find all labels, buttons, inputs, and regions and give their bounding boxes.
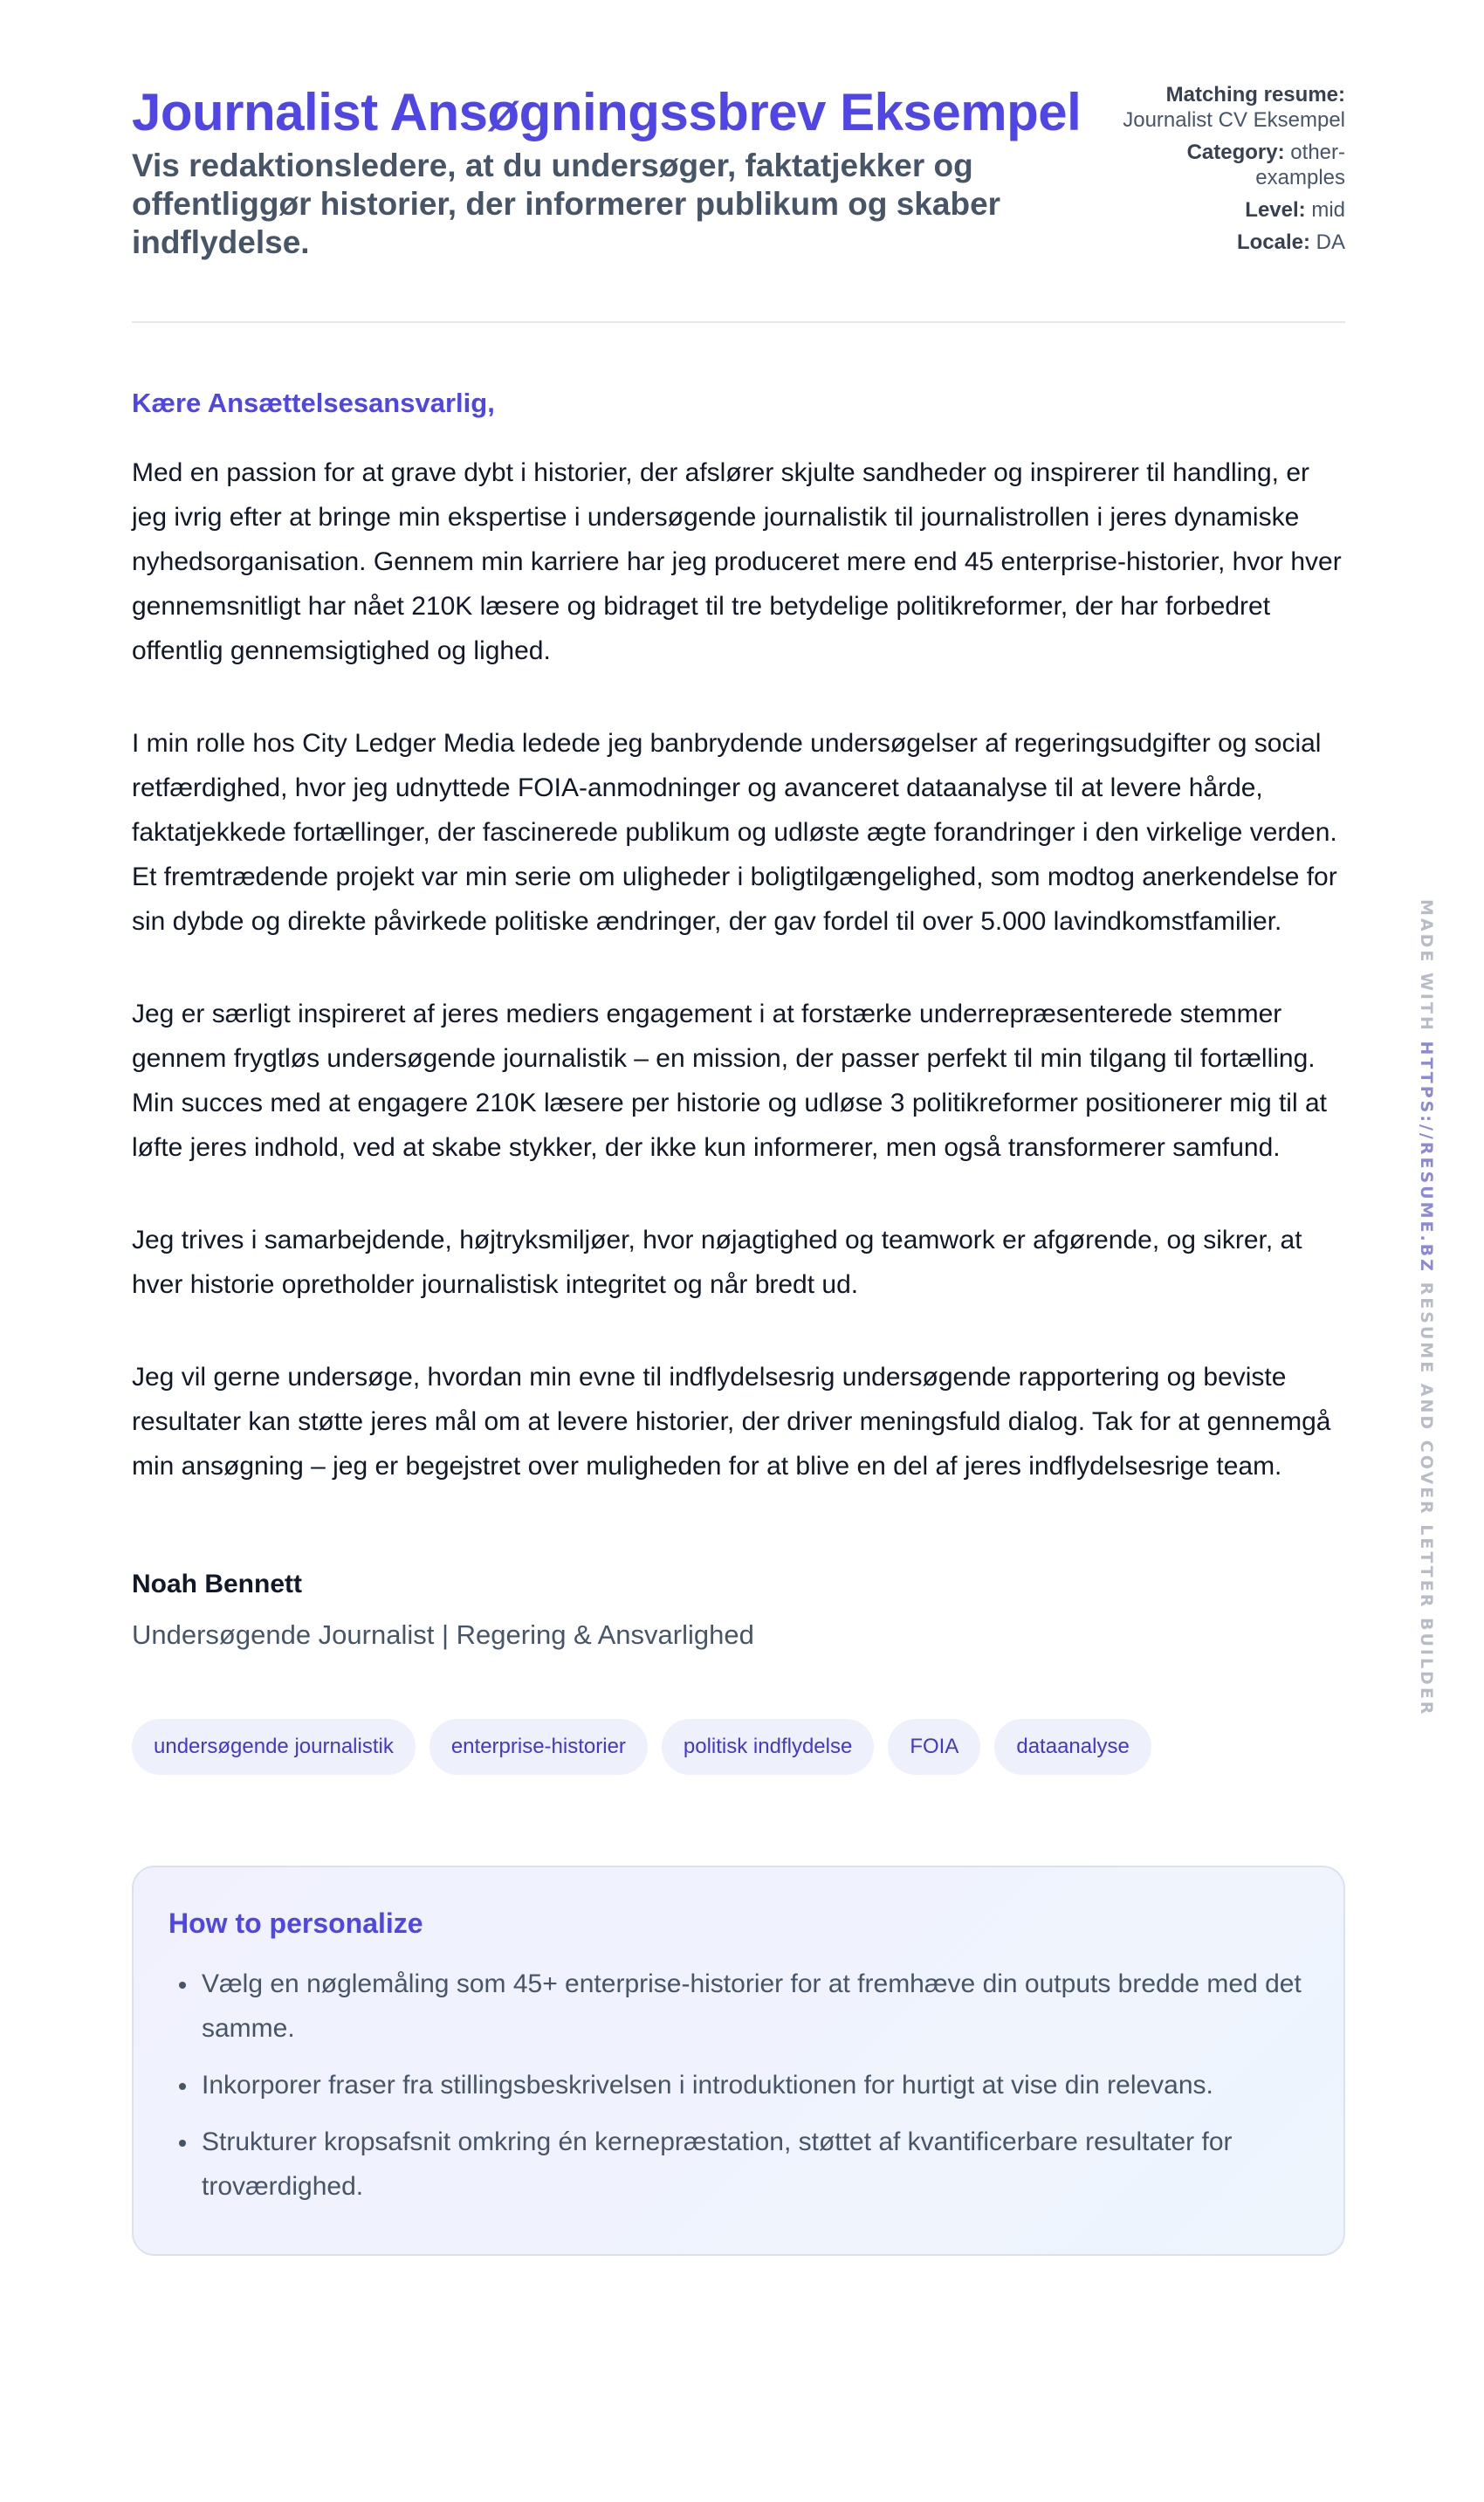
letter-paragraph: I min rolle hos City Ledger Media ledede jeg banbrydende undersøgelser af regeringsudgifter og social retfærdighed, hvor jeg udnyttede FOIA-anmodninger og avanceret dataanalyse til at levere hårde, faktatjekkede fortællinger, der fascinerede publikum og udløste ægte forandringer i den virkelige verden. Et fremtrædende projekt var min serie om uligheder i boligtilgængelighed, som modtog anerkendelse for sin dybde og direkte påvirkede politiske ændringer, der gav fordel til over 5.000 lavindkomstfamilier. xyxy=(132,729,1337,936)
bullet-icon xyxy=(179,2140,186,2147)
keyword-tags xyxy=(132,1719,1345,1775)
keyword-tag: enterprise-historier xyxy=(429,1719,648,1775)
meta-level-label: Level: xyxy=(1245,198,1306,222)
meta-matching-resume xyxy=(1118,82,1345,133)
page-subtitle: Vis redaktionsledere, at du undersøger, faktatjekker og offentliggør historier, der informerer publikum og skaber indflydelse. xyxy=(132,148,1001,260)
tips-item-text: Strukturer kropsafsnit omkring én kernepræstation, støttet af kvantificerbare resultater for troværdighed. xyxy=(202,2127,1233,2201)
tips-item xyxy=(168,2063,1309,2107)
meta-matching-resume-label: Matching resume: xyxy=(1165,83,1345,107)
page-title: Journalist Ansøgningssbrev Eksempel xyxy=(132,83,1082,141)
letter-salutation: Kære Ansættelsesansvarlig, xyxy=(132,388,495,418)
watermark-text xyxy=(1417,899,1436,1716)
tips-item-text: Inkorporer fraser fra stillingsbeskrivelsen i introduktionen for hurtigt at vise din relevans. xyxy=(202,2071,1213,2100)
letter-signature xyxy=(132,1567,1345,1653)
meta-category-label: Category: xyxy=(1186,141,1285,164)
letter-paragraph: Jeg trives i samarbejdende, højtryksmiljøer, hvor nøjagtighed og teamwork er afgørende, og sikrer, at hver historie opretholder journalistisk integritet og når bredt ud. xyxy=(132,1226,1302,1299)
meta-matching-resume-link[interactable]: Journalist CV Eksempel xyxy=(1123,108,1345,132)
meta-category xyxy=(1118,140,1345,190)
signature-title: Undersøgende Journalist | Regering & Ansvarlighed xyxy=(132,1619,754,1650)
watermark-link[interactable]: HTTPS://RESUME.BZ xyxy=(1417,1041,1436,1274)
vertical-watermark xyxy=(1413,899,1439,1717)
meta-category-value: other-examples xyxy=(1255,141,1345,189)
meta-level xyxy=(1118,197,1345,223)
bullet-icon xyxy=(179,1982,186,1989)
tips-item xyxy=(168,1962,1309,2051)
meta-locale-value: DA xyxy=(1316,230,1345,254)
tips-item-text: Vælg en nøglemåling som 45+ enterprise-historier for at fremhæve din outputs bredde med det samme. xyxy=(202,1969,1302,2043)
letter-paragraph: Jeg er særligt inspireret af jeres mediers engagement i at forstærke underrepræsenterede stemmer gennem frygtløs undersøgende journalistik – en mission, der passer perfekt til min tilgang til fortælling. Min succes med at engagere 210K læsere per historie og udløse 3 politikreformer positionerer mig til at løfte jeres indhold, ved at skabe stykker, der ikke kun informerer, men også transformerer samfund. xyxy=(132,1000,1327,1162)
personalize-tips-box xyxy=(132,1866,1345,2256)
tips-item xyxy=(168,2120,1309,2209)
letter-paragraph: Jeg vil gerne undersøge, hvordan min evne til indflydelsesrig undersøgende rapportering og beviste resultater kan støtte jeres mål om at levere historier, der driver meningsfuld dialog. Tak for at gennemgå min ansøgning – jeg er begejstret over muligheden for at blive en del af jeres indflydelsesrige team. xyxy=(132,1363,1331,1481)
keyword-tag: dataanalyse xyxy=(994,1719,1151,1775)
meta-locale xyxy=(1118,230,1345,255)
meta-locale-label: Locale: xyxy=(1236,230,1310,254)
meta-level-value: mid xyxy=(1311,198,1345,222)
bullet-icon xyxy=(179,2083,186,2090)
letter-body xyxy=(132,450,1345,1488)
page-header xyxy=(132,0,1345,323)
cover-letter-page xyxy=(132,0,1345,2256)
letter-paragraph: Med en passion for at grave dybt i historier, der afslører skjulte sandheder og inspirerer til handling, er jeg ivrig efter at bringe min ekspertise i undersøgende journalistik til journalistrollen i jeres dynamiske nyhedsorganisation. Gennem min karriere har jeg produceret mere end 45 enterprise-historier, hvor hver gennemsnitligt har nået 210K læsere og bidraget til tre betydelige politikreformer, der har forbedret offentlig gennemsigtighed og lighed. xyxy=(132,458,1342,665)
meta-panel xyxy=(1118,82,1345,262)
keyword-tag: FOIA xyxy=(888,1719,980,1775)
watermark-prefix: MADE WITH xyxy=(1417,899,1436,1033)
tips-title: How to personalize xyxy=(168,1907,423,1939)
tips-list xyxy=(168,1962,1309,2209)
signature-name: Noah Bennett xyxy=(132,1570,302,1598)
watermark-suffix: RESUME AND COVER LETTER BUILDER xyxy=(1417,1282,1436,1717)
keyword-tag: undersøgende journalistik xyxy=(132,1719,416,1775)
keyword-tag: politisk indflydelse xyxy=(662,1719,874,1775)
